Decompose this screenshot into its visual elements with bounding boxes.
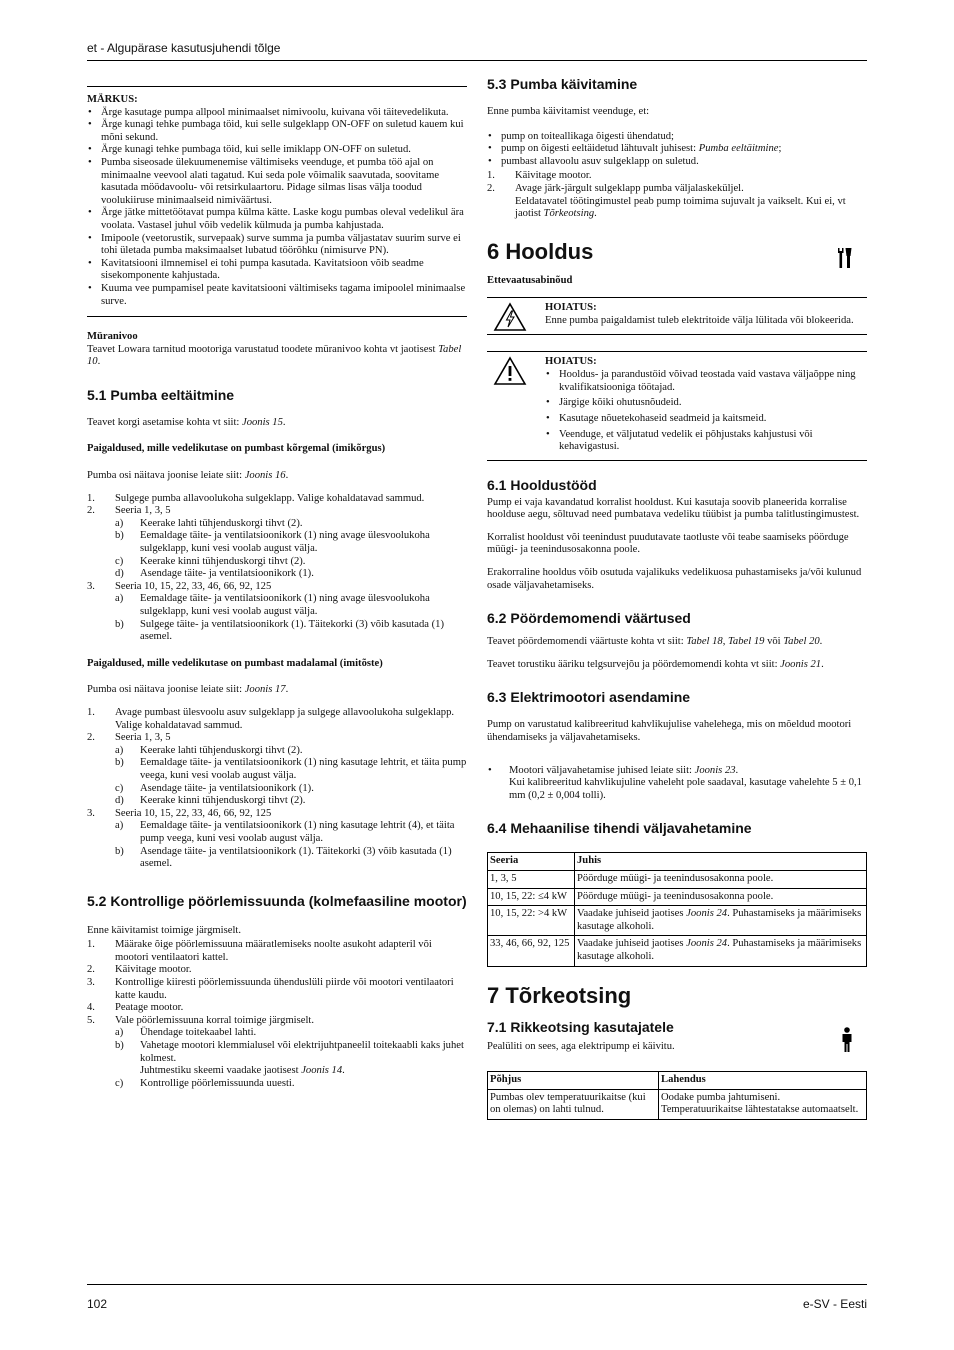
table-header-row [488,853,867,871]
figure-ref-link[interactable]: Joonis 21 [780,658,822,670]
check-item: • pumbast allavoolu asuv sulgeklapp on suletud. [487,156,867,169]
motor-para: Pump on varustatud kalibreeritud kahvlikujulise vahelehega, mis on mõeldud mootori ühendamiseks ja väljavahetamiseks. [487,719,852,744]
motor-list [487,765,867,803]
warning-box [487,351,867,461]
substep-item: d) Asendage täite- ja ventilatsioonikork (1). [115,568,314,580]
table-cell: 10, 15, 22: ≤4 kW [488,888,575,906]
figure-ref-link[interactable]: Joonis 23 [694,764,736,776]
warning-item: • Järgige kõiki ohutusnõudeid. [545,397,867,410]
step-item: 3. Kontrollige kiiresti pöörlemissuunda ühenduslüli piirde või mootori ventilaatori katte kaudu. [87,977,454,1001]
step-item: 4. Peatage mootor. [87,1002,184,1014]
seal-table [487,852,867,966]
substep-item: b) Eemaldage täite- ja ventilatsioonikork (1) ning avage ülesvoolukoha sulgeklapp, kuni vesi voolab august välja. [115,530,430,555]
page-number: 102 [87,1297,108,1311]
note-list [87,107,467,309]
step-item: 1. Sulgege pumba allavoolukoha sulgeklapp. Valige kohaldatavad sammud. [87,492,425,504]
substep-item: d) Keerake kinni tühjenduskorgi tihvt (2). [115,795,306,807]
warning-item: • Hooldus- ja parandustöid võivad teostada vaid vastava väljaõppe ning kvalifikatsiooniga töötajad. [545,369,867,394]
section-5-2-title: 5.2 Kontrollige pöörlemissuunda (kolmefaasiline mootor) [87,892,467,909]
section-7-1-title: 7.1 Rikkeotsing kasutajatele [487,1018,674,1035]
warning-title: HOIATUS: [545,355,597,367]
table-cell: Pöörduge müügi- ja teenindusosakonna poole. [575,888,867,906]
startup-steps [487,170,867,220]
note-box [87,86,467,317]
table-cell: Vaadake juhiseid jaotises Joonis 24. Puhastamiseks ja määrimiseks kasutage alkoholi. [575,906,867,936]
note-item: • Kavitatsiooni ilmnemisel ei tohi pumpa kasutada. Kavitatsioon võib seadme sisekomponente kahjustada. [87,258,467,283]
table-cell: 33, 46, 66, 92, 125 [488,936,575,966]
step-item: 3. Seeria 10, 15, 22, 33, 46, 66, 92, 125 a) Eemaldage täite- ja ventilatsioonikork (1) ning kasutage lehtrit (4), et täita pump veega, kuni vesi voolab august välja. b) Asendage täite- ja ventilatsioonikork (1). Täitekorki (3) võib kasutada (1) asemel. [87,808,467,871]
user-icon [841,1027,853,1053]
table-row [488,888,867,906]
warning-text: Enne pumba paigaldamist tuleb elektritoide välja lülitada või blokeerida. [545,314,854,326]
section-ref-link[interactable]: Pumba eeltäitmine [698,143,779,155]
above-title: Paigaldused, mille vedelikutase on pumbast kõrgemal (imikõrgus) [87,443,386,455]
table-header: Põhjus [488,1072,659,1090]
section-6-2-title: 6.2 Pöördemomendi väärtused [487,610,691,627]
table-ref-link[interactable]: Tabel 20 [783,636,820,648]
maintenance-para: Erakorraline hooldus võib osutuda vajalikuks vedelikuosa puhastamiseks ja/või kulunud osade väljavahetamiseks. [487,567,862,591]
right-column [487,76,867,1120]
table-row [488,936,867,966]
table-cell: 10, 15, 22: >4 kW [488,906,575,936]
substep-item: c) Asendage täite- ja ventilatsioonikork (1). [115,782,314,794]
electric-hazard-icon [493,302,527,332]
table-cell: Oodake pumba jahtumiseni. Temperatuurikaitse lähtestatakse automaatselt. [659,1089,867,1119]
table-ref-link[interactable]: Tabel 18 [686,636,723,648]
step-item: 2. Käivitage mootor. [87,964,192,976]
chapter-6-title: 6 Hooldus [487,239,867,265]
substep-item: c) Kontrollige pöörlemissuunda uuesti. [115,1077,295,1089]
table-ref-link[interactable]: Tabel 19 [728,636,765,648]
note-item: • Imipoole (veetorustik, survepaak) surve summa ja pumba väljastatav suurim surve ei tohi ületada pumba maksimaalset lubatud töörõhku (nimisurve PN). [87,233,467,258]
section-6-1-title: 6.1 Hooldustööd [487,476,597,493]
table-header: Lahendus [659,1072,867,1090]
section-5-3-title: 5.3 Pumba käivitamine [487,76,638,92]
step-item: 5. Vale pöörlemissuuna korral toimige järgmiselt. a) Ühendage toitekaabel lahti. b) Vahetage mootori klemmialusel või elektrijuhtpaneelil toitekaabli kaks juhet kolmest. Juhtmestiku skeemi vaadake jaotisest Joonis 14. c) Kontrollige pöörlemissuunda uuesti. [87,1015,467,1091]
table-header: Juhis [575,853,867,871]
note-item: • Ärge kunagi tehke pumbaga töid, kui selle imiklapp ON-OFF on suletud. [87,144,467,157]
troubleshoot-intro: Pealüliti on sees, aga elektripump ei käivitu. [487,1040,675,1052]
torque-para: Teavet torustiku ääriku telgsurvejõu ja pöördemomendi kohta vt siit: Joonis 21. [487,658,824,670]
note-item: • Ärge jätke mittetöötavat pumpa külma kätte. Laske kogu pumbas oleval vedelikul ära voolata. Vastasel juhul võib vedelik külmuda ja pumba kahjustada. [87,207,467,232]
note-item: • Ärge kunagi tehke pumbaga töid, kui selle sulgeklapp ON-OFF on suletud kauem kui mõni sekund. [87,119,467,144]
priming-intro: Teavet korgi asetamise kohta vt siit: Joonis 15. [87,416,286,428]
page-header: et - Algupärase kasutusjuhendi tõlge [87,41,281,55]
footer-rule [87,1284,867,1285]
startup-checklist [487,131,867,169]
table-cell: Pumbas olev temperatuurikaitse (kui on olemas) on lahti tulnud. [488,1089,659,1119]
figure-ref-link[interactable]: Joonis 24 [686,938,728,950]
warning-title: HOIATUS: [545,302,597,314]
figure-ref-link[interactable]: Joonis 24 [686,908,728,920]
substep-item: a) Keerake lahti tühjenduskorgi tihvt (2). [115,517,303,529]
section-6-4-title: 6.4 Mehaanilise tihendi väljavahetamine [487,820,752,837]
rotation-intro: Enne käivitamist toimige järgmiselt. [87,924,241,936]
substep-item: b) Sulgege täite- ja ventilatsioonikork (1). Täitekorki (3) võib kasutada (1) asemel. [115,618,444,643]
substep-item: a) Ühendage toitekaabel lahti. [115,1027,257,1039]
rotation-steps [87,939,467,1090]
troubleshoot-table [487,1071,867,1120]
note-item: • Ärge kasutage pumpa allpool minimaalset nimivoolu, kuivana või täitevedelikuta. [87,107,467,120]
step-item: 1. Määrake õige pöörlemissuuna määratlemiseks noolte asukoht adapteril või mootori ventilaatori kattel. [87,939,432,963]
table-header-row [488,1072,867,1090]
maintenance-para: Pump ei vaja kavandatud korralist hooldust. Kui kasutaja soovib planeerida korralise hoolduse aegu, sõltuvad need pumbatava vedeliku tüübist ja pumba talitlustingimustest. [487,496,860,521]
figure-ref-link[interactable]: Joonis 15 [242,416,283,428]
substep-item: a) Eemaldage täite- ja ventilatsioonikork (1) ning avage ülesvoolukoha sulgeklapp, kuni vesi voolab august välja. [115,593,430,617]
substep-item: b) Vahetage mootori klemmialusel või elektrijuhtpaneelil toitekaabli kaks juhet kolmest. Juhtmestiku skeemi vaadake jaotisest Joonis 14. [115,1040,464,1077]
footer-title: e-SV - Eesti [802,1297,867,1311]
note-title: MÄRKUS: [87,94,138,105]
note-item: • Kuuma vee pumpamisel peate kavitatsiooni vältimiseks tagama imipoolel minimaalse surve. [87,283,467,308]
table-cell: 1, 3, 5 [488,871,575,889]
left-column [87,76,467,1098]
figure-ref-link[interactable]: Joonis 14 [301,1065,343,1077]
section-5-1-title: 5.1 Pumba eeltäitmine [87,386,235,403]
chapter-7-title: 7 Tõrkeotsing [487,982,632,1008]
startup-intro: Enne pumba käivitamist veenduge, et: [487,106,650,117]
figure-ref-link[interactable]: Joonis 16 [244,470,286,482]
table-header: Seeria [488,853,575,871]
substep-item: b) Asendage täite- ja ventilatsioonikork (1). Täitekorki (3) võib kasutada (1) asemel. [115,845,452,870]
header-rule [87,60,867,61]
warning-item: • Veenduge, et väljutatud vedelik ei põhjustaks kahjustusi või kehavigastusi. [545,429,867,454]
check-item: • pump on toiteallikaga õigesti ühendatud; [487,131,867,144]
noise-title: Müranivoo [87,331,138,343]
substep-item: b) Eemaldage täite- ja ventilatsioonikork (1) ning kasutage lehtrit, et täita pump veega, kuni vesi voolab august välja. [115,757,467,781]
table-row [488,1089,867,1119]
warning-box [487,297,867,334]
below-intro: Pumba osi näitava joonise leiate siit: Joonis 17. [87,684,289,696]
step-item: 1. Avage pumbast ülesvoolu asuv sulgeklapp ja sulgege allavoolukoha sulgeklapp. Valige kohaldatavad sammud. [87,706,455,731]
above-steps [87,493,467,644]
below-title: Paigaldused, mille vedelikutase on pumbast madalamal (imitõste) [87,657,383,669]
step-item: 1. Käivitage mootor. [487,170,592,182]
substep-item: a) Keerake lahti tühjenduskorgi tihvt (2). [115,744,303,756]
noise-text: Teavet Lowara tarnitud mootoriga varustatud toodete müranivoo kohta vt jaotisest Tabel 10. [87,343,462,368]
table-ref-link[interactable]: Tabel 10 [87,343,462,368]
substep-item: a) Eemaldage täite- ja ventilatsioonikork (1) ning kasutage lehtrit (4), et täita pump veega, kuni vesi voolab august välja. [115,820,455,844]
table-row [488,906,867,936]
precautions-title: Ettevaatusabinõud [487,274,573,286]
step-item: 2. Avage järk-järgult sulgeklapp pumba väljalaskeküljel. Eeldatavatel töötingimustel peab pump toimima sujuvalt ja vaikselt. Kui ei, vt jaotist Tõrkeotsing. [487,182,846,220]
tools-icon [837,247,853,269]
step-item: 2. Seeria 1, 3, 5 a) Keerake lahti tühjenduskorgi tihvt (2). b) Eemaldage täite- ja ventilatsioonikork (1) ning kasutage lehtrit, et täita pump veega, kuni vesi voolab august välja. c) Asendage täite- ja ventilatsioonikork (1). d) Keerake kinni tühjenduskorgi tihvt (2). [87,732,467,807]
warning-icon [493,356,527,386]
section-ref-link[interactable]: Tõrkeotsing [543,208,595,220]
step-item: 3. Seeria 10, 15, 22, 33, 46, 66, 92, 125 a) Eemaldage täite- ja ventilatsioonikork (1) ning avage ülesvoolukoha sulgeklapp, kuni vesi voolab august välja. b) Sulgege täite- ja ventilatsioonikork (1). Täitekorki (3) võib kasutada (1) asemel. [87,581,467,644]
table-cell: Vaadake juhiseid jaotises Joonis 24. Puhastamiseks ja määrimiseks kasutage alkoholi. [575,936,867,966]
motor-item: • Mootori väljavahetamise juhised leiate siit: Joonis 23. Kui kalibreeritud kahvlikujuline vaheleht pole saadaval, kasutage vahelehte 5 ± 0,1 mm (0,2 ± 0,004 tolli). [487,765,867,803]
section-6-3-title: 6.3 Elektrimootori asendamine [487,689,691,706]
maintenance-para: Korralist hooldust või teenindust puudutavate taotluste või teabe saamiseks pöörduge müügi- ja teenindusosakonna poole. [487,531,849,556]
check-item: • pump on õigesti eeltäidetud lähtuvalt juhisest: Pumba eeltäitmine; [487,143,867,156]
table-cell: Pöörduge müügi- ja teenindusosakonna poole. [575,871,867,889]
warning-item: • Kasutage nõuetekohaseid seadmeid ja kaitsmeid. [545,413,867,426]
note-item: • Pumba siseosade ülekuumenemise vältimiseks veenduge, et pumba töö ajal on minimaalne veevool alati tagatud. Kui seda pole võimalik saavutada, soovitame kasutada möödavoolu- või retsirkulaartoru. Pidage silmas lisas välja toodud voolukiiruse minimaalseid nimiväärtusi. [87,157,467,207]
substep-item: c) Keerake kinni tühjenduskorgi tihvt (2). [115,555,306,567]
warning-list [545,369,867,454]
torque-para: Teavet pöördemomendi väärtuste kohta vt siit: Tabel 18, Tabel 19 või Tabel 20. [487,636,823,648]
figure-ref-link[interactable]: Joonis 17 [244,684,286,696]
above-intro: Pumba osi näitava joonise leiate siit: Joonis 16. [87,470,289,482]
below-steps [87,707,467,871]
step-item: 2. Seeria 1, 3, 5 a) Keerake lahti tühjenduskorgi tihvt (2). b) Eemaldage täite- ja ventilatsioonikork (1) ning avage ülesvoolukoha sulgeklapp, kuni vesi voolab august välja. c) Keerake kinni tühjenduskorgi tihvt (2). d) Asendage täite- ja ventilatsioonikork (1). [87,505,467,581]
table-row [488,871,867,889]
